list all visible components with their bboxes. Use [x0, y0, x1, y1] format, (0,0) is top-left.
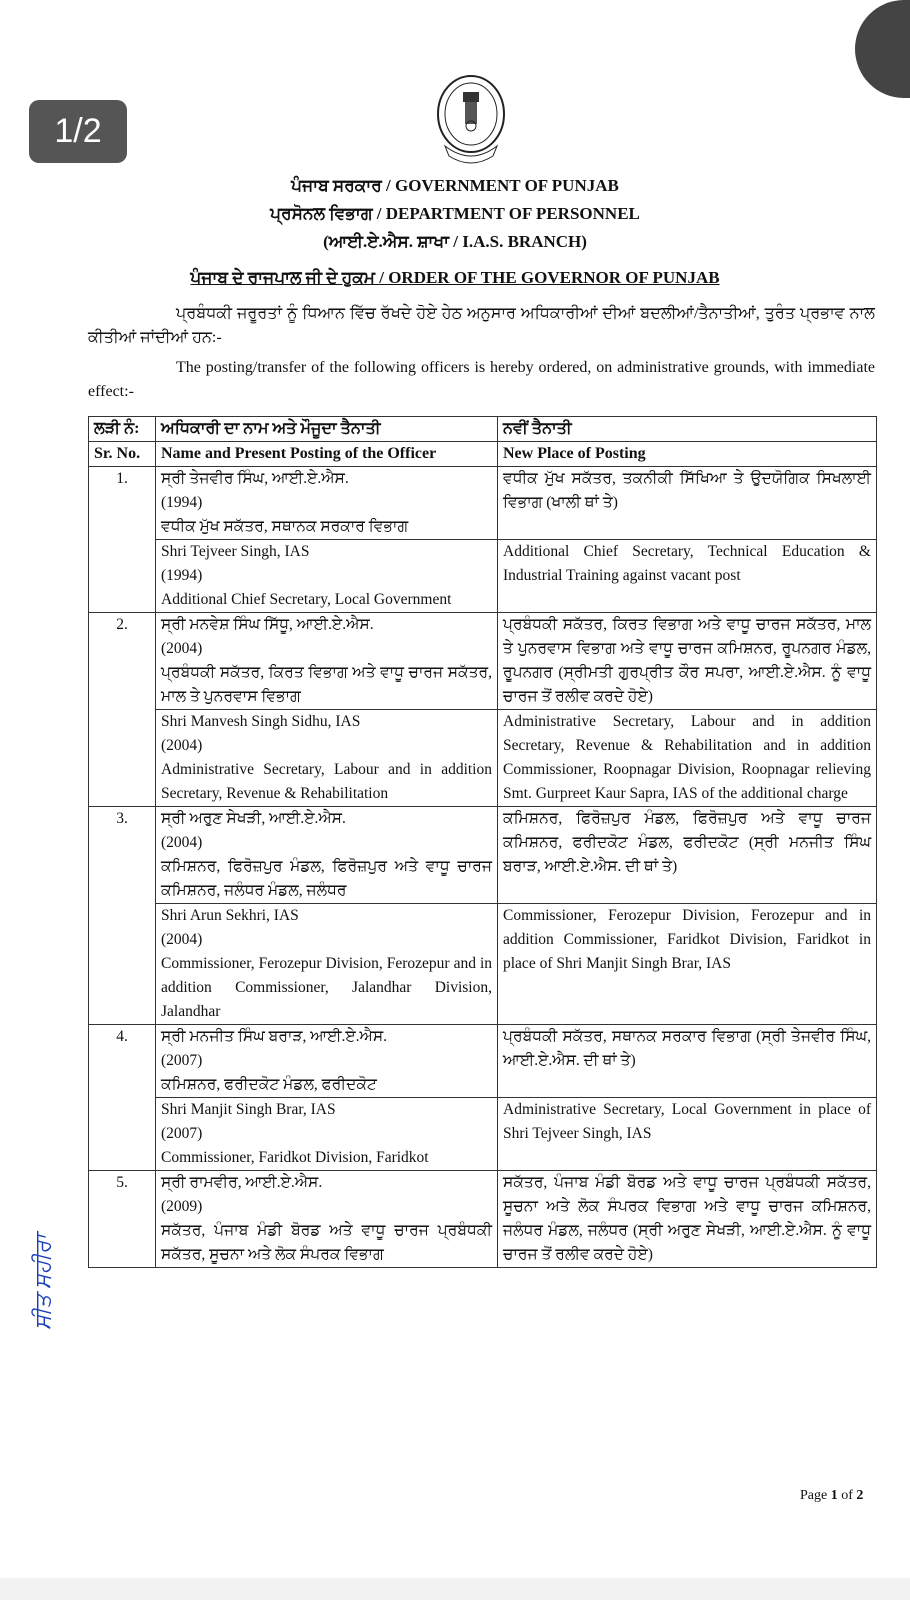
posting-cell-punjabi: ਸਕੱਤਰ, ਪੰਜਾਬ ਮੰਡੀ ਬੋਰਡ ਅਤੇ ਵਾਧੂ ਚਾਰਜ ਪ੍ਰਬੰਧਕੀ ਸਕੱਤਰ, ਸੂਚਨਾ ਅਤੇ ਲੋਕ ਸੰਪਰਕ ਵਿਭਾਗ ਅਤੇ ਵਾਧੂ ਚਾਰਜ ਕਮਿਸ਼ਨਰ, ਜਲੰਧਰ ਮੰਡਲ, ਜਲੰਧਰ (ਸ੍ਰੀ ਅਰੁਣ ਸੇਖੜੀ, ਆਈ.ਏ.ਐਸ. ਨੂੰ ਵਾਧੂ ਚਾਰਜ ਤੋਂ ਰਲੀਵ ਕਰਦੇ ਹੋਏ) — [498, 1171, 877, 1268]
header-department: ਪ੍ਰਸੋਨਲ ਵਿਭਾਗ / DEPARTMENT OF PERSONNEL — [270, 204, 640, 223]
officer-line: (2004) — [161, 737, 203, 754]
header-government: ਪੰਜਾਬ ਸਰਕਾਰ / GOVERNMENT OF PUNJAB — [291, 176, 619, 195]
officer-line: Shri Manjit Singh Brar, IAS — [161, 1101, 336, 1118]
header-row-punjabi — [89, 417, 877, 442]
officer-cell-english — [156, 540, 498, 613]
serial-number: 1. — [89, 467, 156, 613]
footer-page-label: Page — [800, 1488, 831, 1503]
table-row-punjabi — [89, 1025, 877, 1098]
officer-line: (2004) — [161, 640, 203, 657]
footer-of-label: of — [837, 1488, 857, 1503]
officer-line: Shri Arun Sekhri, IAS — [161, 907, 299, 924]
officer-line: Commissioner, Ferozepur Division, Ferozepur and in addition Commissioner, Jalandhar Division, Jalandhar — [161, 955, 492, 1020]
serial-number: 3. — [89, 807, 156, 1025]
col-sr-en: Sr. No. — [89, 442, 156, 467]
serial-number: 4. — [89, 1025, 156, 1171]
officer-line: (2007) — [161, 1125, 203, 1142]
officer-line: Shri Manvesh Singh Sidhu, IAS — [161, 713, 361, 730]
officer-line: Commissioner, Faridkot Division, Faridkot — [161, 1149, 429, 1166]
officer-line: Additional Chief Secretary, Local Government — [161, 591, 452, 608]
officer-line: ਪ੍ਰਬੰਧਕੀ ਸਕੱਤਰ, ਕਿਰਤ ਵਿਭਾਗ ਅਤੇ ਵਾਧੂ ਚਾਰਜ ਸਕੱਤਰ, ਮਾਲ ਤੇ ਪੁਨਰਵਾਸ ਵਿਭਾਗ — [161, 664, 492, 705]
posting-cell-english: Additional Chief Secretary, Technical Education & Industrial Training against vacant post — [498, 540, 877, 613]
officer-line: (2004) — [161, 834, 203, 851]
page-indicator-badge: 1/2 — [29, 100, 127, 163]
viewer-bottom-bar — [0, 1578, 910, 1600]
officer-cell-punjabi — [156, 613, 498, 710]
officer-line: Administrative Secretary, Labour and in addition Secretary, Revenue & Rehabilitation — [161, 761, 492, 802]
officer-line: ਕਮਿਸ਼ਨਰ, ਫਿਰੋਜ਼ਪੁਰ ਮੰਡਲ, ਫਿਰੋਜ਼ਪੁਰ ਅਤੇ ਵਾਧੂ ਚਾਰਜ ਕਮਿਸ਼ਨਰ, ਜਲੰਧਰ ਮੰਡਲ, ਜਲੰਧਰ — [161, 858, 492, 899]
posting-cell-english: Administrative Secretary, Local Government in place of Shri Tejveer Singh, IAS — [498, 1098, 877, 1171]
officer-cell-punjabi — [156, 1025, 498, 1098]
col-posting-pa: ਨਵੀਂ ਤੈਨਾਤੀ — [498, 417, 877, 442]
table-row-punjabi — [89, 467, 877, 540]
officer-line: ਸਕੱਤਰ, ਪੰਜਾਬ ਮੰਡੀ ਬੋਰਡ ਅਤੇ ਵਾਧੂ ਚਾਰਜ ਪ੍ਰਬੰਧਕੀ ਸਕੱਤਰ, ਸੂਚਨਾ ਅਤੇ ਲੋਕ ਸੰਪਰਕ ਵਿਭਾਗ — [161, 1222, 492, 1263]
posting-cell-punjabi: ਵਧੀਕ ਮੁੱਖ ਸਕੱਤਰ, ਤਕਨੀਕੀ ਸਿੱਖਿਆ ਤੇ ਉਦਯੋਗਿਕ ਸਿਖਲਾਈ ਵਿਭਾਗ (ਖਾਲੀ ਥਾਂ ਤੇ) — [498, 467, 877, 540]
serial-number: 5. — [89, 1171, 156, 1268]
posting-cell-english: Administrative Secretary, Labour and in addition Secretary, Revenue & Rehabilitation and in addition Commissioner, Roopnagar Division, Roopnagar relieving Smt. Gurpreet Kaur Sapra, IAS of the additional charge — [498, 710, 877, 807]
handwritten-signature: ਸੀਤ ਸਹੀਰਾ — [30, 1234, 55, 1330]
table-row-punjabi — [89, 613, 877, 710]
col-officer-en: Name and Present Posting of the Officer — [156, 442, 498, 467]
posting-cell-punjabi: ਪ੍ਰਬੰਧਕੀ ਸਕੱਤਰ, ਕਿਰਤ ਵਿਭਾਗ ਅਤੇ ਵਾਧੂ ਚਾਰਜ ਸਕੱਤਰ, ਮਾਲ ਤੇ ਪੁਨਰਵਾਸ ਵਿਭਾਗ ਅਤੇ ਵਾਧੂ ਚਾਰਜ ਕਮਿਸ਼ਨਰ, ਰੂਪਨਗਰ ਮੰਡਲ, ਰੂਪਨਗਰ (ਸ੍ਰੀਮਤੀ ਗੁਰਪ੍ਰੀਤ ਕੌਰ ਸਪਰਾ, ਆਈ.ਏ.ਐਸ. ਨੂੰ ਵਾਧੂ ਚਾਰਜ ਤੋਂ ਰਲੀਵ ਕਰਦੇ ਹੋਏ) — [498, 613, 877, 710]
header-branch: (ਆਈ.ਏ.ਐਸ. ਸ਼ਾਖਾ / I.A.S. BRANCH) — [323, 232, 587, 251]
officer-line: ਸ੍ਰੀ ਅਰੁਣ ਸੇਖੜੀ, ਆਈ.ਏ.ਐਸ. — [161, 810, 346, 827]
footer-page-total: 2 — [856, 1488, 864, 1503]
posting-cell-punjabi: ਕਮਿਸ਼ਨਰ, ਫਿਰੋਜ਼ਪੁਰ ਮੰਡਲ, ਫਿਰੋਜ਼ਪੁਰ ਅਤੇ ਵਾਧੂ ਚਾਰਜ ਕਮਿਸ਼ਨਰ, ਫਰੀਦਕੋਟ ਮੰਡਲ, ਫਰੀਦਕੋਟ (ਸ੍ਰੀ ਮਨਜੀਤ ਸਿੰਘ ਬਰਾੜ, ਆਈ.ਏ.ਐਸ. ਦੀ ਥਾਂ ਤੇ) — [498, 807, 877, 904]
col-posting-en: New Place of Posting — [498, 442, 877, 467]
officer-line: ਸ੍ਰੀ ਮਨਜੀਤ ਸਿੰਘ ਬਰਾੜ, ਆਈ.ਏ.ਐਸ. — [161, 1028, 388, 1045]
intro-english: The posting/transfer of the following officers is hereby ordered, on administrative grounds, with immediate effect:- — [88, 359, 875, 400]
order-title — [0, 268, 910, 288]
officer-cell-english — [156, 1098, 498, 1171]
officer-line: (2004) — [161, 931, 203, 948]
officer-line: (2009) — [161, 1198, 203, 1215]
officer-line: ਵਧੀਕ ਮੁੱਖ ਸਕੱਤਰ, ਸਥਾਨਕ ਸਰਕਾਰ ਵਿਭਾਗ — [161, 518, 409, 535]
officer-line: Shri Tejveer Singh, IAS — [161, 543, 310, 560]
officer-line: (1994) — [161, 494, 203, 511]
officer-line: (1994) — [161, 567, 203, 584]
col-officer-pa: ਅਧਿਕਾਰੀ ਦਾ ਨਾਮ ਅਤੇ ਮੌਜੂਦਾ ਤੈਨਾਤੀ — [156, 417, 498, 442]
state-emblem-logo — [435, 74, 507, 166]
officer-line: ਸ੍ਰੀ ਤੇਜਵੀਰ ਸਿੰਘ, ਆਈ.ਏ.ਐਸ. — [161, 470, 349, 487]
officer-line: ਕਮਿਸ਼ਨਰ, ਫਰੀਦਕੋਟ ਮੰਡਲ, ਫਰੀਦਕੋਟ — [161, 1076, 377, 1093]
viewer-corner-button[interactable] — [855, 0, 910, 98]
intro-punjabi: ਪ੍ਰਬੰਧਕੀ ਜਰੂਰਤਾਂ ਨੂੰ ਧਿਆਨ ਵਿੱਚ ਰੱਖਦੇ ਹੋਏ ਹੇਠ ਅਨੁਸਾਰ ਅਧਿਕਾਰੀਆਂ ਦੀਆਂ ਬਦਲੀਆਂ/ਤੈਨਾਤੀਆਂ, ਤੁਰੰਤ ਪ੍ਰਭਾਵ ਨਾਲ ਕੀਤੀਆਂ ਜਾਂਦੀਆਂ ਹਨ:- — [88, 305, 875, 346]
officer-cell-punjabi — [156, 1171, 498, 1268]
footer-page-num: 1 — [830, 1488, 838, 1503]
posting-cell-punjabi: ਪ੍ਰਬੰਧਕੀ ਸਕੱਤਰ, ਸਥਾਨਕ ਸਰਕਾਰ ਵਿਭਾਗ (ਸ੍ਰੀ ਤੇਜਵੀਰ ਸਿੰਘ, ਆਈ.ਏ.ਐਸ. ਦੀ ਥਾਂ ਤੇ) — [498, 1025, 877, 1098]
table-row-english — [89, 904, 877, 1025]
officer-cell-punjabi — [156, 467, 498, 540]
officer-cell-english — [156, 710, 498, 807]
table-row-english — [89, 540, 877, 613]
table-row-english — [89, 710, 877, 807]
officer-cell-punjabi — [156, 807, 498, 904]
serial-number: 2. — [89, 613, 156, 807]
table-row-punjabi — [89, 807, 877, 904]
table-row-english — [89, 1098, 877, 1171]
order-title-text: ਪੰਜਾਬ ਦੇ ਰਾਜਪਾਲ ਜੀ ਦੇ ਹੁਕਮ / ORDER OF THE GOVERNOR OF PUNJAB — [190, 268, 720, 287]
officer-line: ਸ੍ਰੀ ਮਨਵੇਸ਼ ਸਿੰਘ ਸਿੱਧੂ, ਆਈ.ਏ.ਐਸ. — [161, 616, 374, 633]
posting-cell-english: Commissioner, Ferozepur Division, Ferozepur and in addition Commissioner, Faridkot Division, Faridkot in place of Shri Manjit Singh Brar, IAS — [498, 904, 877, 1025]
header-row-english — [89, 442, 877, 467]
officer-line: ਸ੍ਰੀ ਰਾਮਵੀਰ, ਆਈ.ਏ.ਐਸ. — [161, 1174, 323, 1191]
table-row-punjabi — [89, 1171, 877, 1268]
officer-cell-english — [156, 904, 498, 1025]
postings-table — [88, 416, 877, 1268]
page-footer — [800, 1488, 863, 1504]
col-sr-pa: ਲੜੀ ਨੰ: — [89, 417, 156, 442]
officer-line: (2007) — [161, 1052, 203, 1069]
